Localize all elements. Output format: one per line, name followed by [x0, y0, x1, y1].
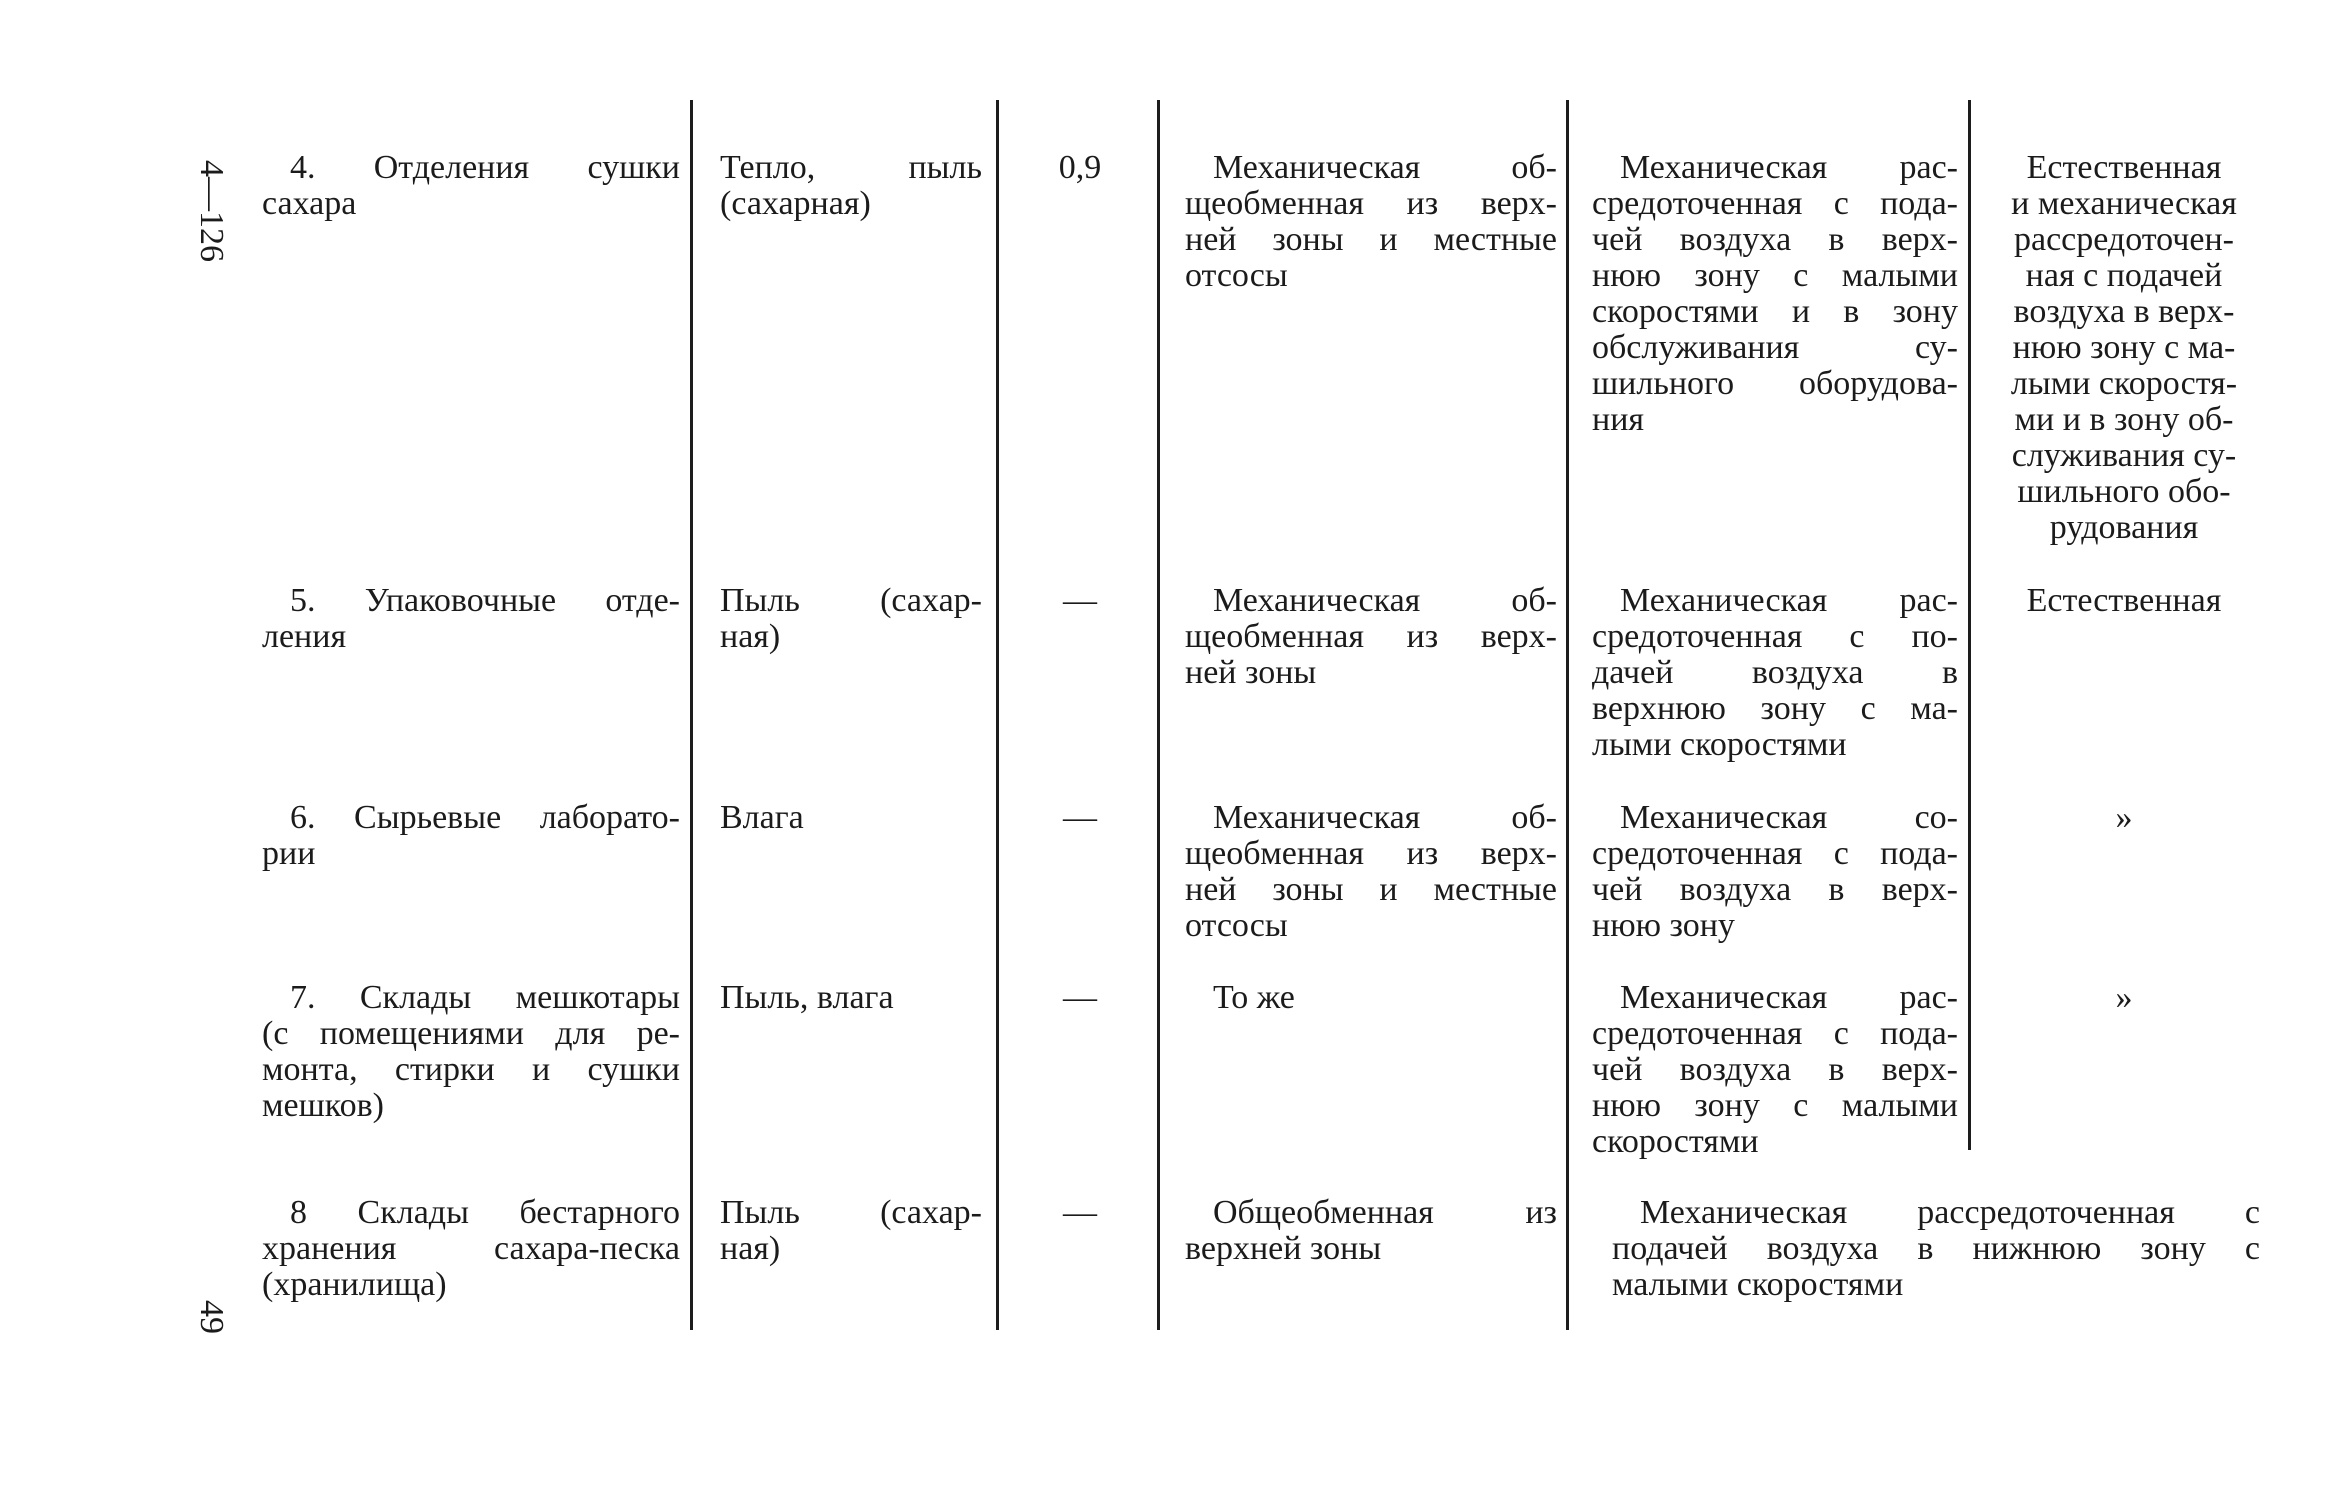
cell-line: (с помещениями для ре- [262, 1015, 680, 1052]
cell-line: верхней зоны [1185, 1230, 1382, 1267]
cell-line: Влага [720, 799, 804, 836]
cell-text: — [1063, 1194, 1097, 1231]
cell-line: Механическая со- [1620, 799, 1958, 836]
cell-line: воздуха в верх- [2013, 293, 2235, 330]
cell-line: щеобменная из верх- [1185, 185, 1557, 222]
column-rule-1 [690, 100, 693, 1330]
row-4-name [262, 150, 680, 222]
cell-line: рии [262, 835, 316, 872]
cell-line: шильного оборудова- [1592, 365, 1958, 402]
cell-line: чей воздуха в верх- [1592, 221, 1958, 258]
cell-line: 8 Склады бестарного [290, 1194, 680, 1231]
cell-line: ления [262, 618, 347, 655]
cell-line: Механическая рас- [1620, 582, 1958, 619]
cell-line: То же [1213, 979, 1295, 1016]
cell-line: ная с подачей [2025, 257, 2223, 294]
row-5-name [262, 583, 680, 655]
cell-line: и механическая [2011, 185, 2237, 222]
cell-line: лыми скоростя- [2010, 365, 2238, 402]
cell-line: ная) [720, 618, 781, 655]
row-5-col5 [1592, 583, 1958, 763]
row-4-coef [1020, 150, 1140, 186]
cell-line: обслуживания су- [1592, 329, 1958, 366]
cell-line: ная) [720, 1230, 781, 1267]
row-8-harmful [720, 1195, 982, 1267]
row-5-coef [1020, 583, 1140, 619]
cell-line: ней зоны [1185, 654, 1317, 691]
cell-line: мешков) [262, 1087, 384, 1124]
cell-line: Естественная [2026, 149, 2222, 186]
row-5-col4 [1185, 583, 1557, 691]
row-7-col6 [1988, 980, 2260, 1016]
cell-line: Механическая рас- [1620, 979, 1958, 1016]
cell-line: сахара [262, 185, 357, 222]
cell-line: » [2115, 979, 2133, 1016]
row-6-name [262, 800, 680, 872]
cell-text: — [1063, 582, 1097, 619]
cell-line: Механическая рас- [1620, 149, 1958, 186]
row-7-col4 [1185, 980, 1557, 1016]
page-number: 49 [193, 1300, 230, 1334]
row-6-col5 [1592, 800, 1958, 944]
cell-line: средоточенная с пода- [1592, 185, 1958, 222]
cell-line: щеобменная из верх- [1185, 618, 1557, 655]
cell-line: подачей воздуха в нижнюю зону с [1612, 1230, 2260, 1267]
cell-text: 0,9 [1058, 149, 1102, 186]
row-6-harmful [720, 800, 982, 836]
cell-line: нюю зону [1592, 907, 1735, 944]
row-6-col6 [1988, 800, 2260, 836]
cell-line: Естественная [2026, 582, 2222, 619]
cell-line: Механическая об- [1213, 149, 1557, 186]
row-4-col4 [1185, 150, 1557, 294]
cell-line: рудования [2049, 509, 2199, 546]
row-4-harmful [720, 150, 982, 222]
column-rule-5 [1968, 100, 1971, 1150]
row-6-col4 [1185, 800, 1557, 944]
cell-line: средоточенная с пода- [1592, 835, 1958, 872]
cell-text: — [1063, 979, 1097, 1016]
cell-line: нюю зону с ма- [2012, 329, 2236, 366]
row-8-coef [1020, 1195, 1140, 1231]
cell-line: монта, стирки и сушки [262, 1051, 680, 1088]
cell-line: Тепло, пыль [720, 149, 982, 186]
cell-line: верхнюю зону с ма- [1592, 690, 1958, 727]
cell-line: чей воздуха в верх- [1592, 1051, 1958, 1088]
cell-line: ней зоны и местные [1185, 871, 1557, 908]
cell-line: Общеобменная из [1213, 1194, 1557, 1231]
row-4-col6 [1988, 150, 2260, 546]
row-7-name [262, 980, 680, 1124]
cell-line: (хранилища) [262, 1266, 447, 1303]
cell-line: скоростями [1592, 1123, 1759, 1160]
margin-code: 4—126 [193, 160, 230, 262]
row-8-col56 [1612, 1195, 2260, 1303]
column-rule-2 [996, 100, 999, 1330]
cell-text: — [1063, 799, 1097, 836]
cell-line: Механическая рассредоточенная с [1640, 1194, 2260, 1231]
cell-line: служивания су- [2011, 437, 2237, 474]
cell-line: средоточенная с по- [1592, 618, 1958, 655]
cell-line: » [2115, 799, 2133, 836]
row-8-name [262, 1195, 680, 1303]
cell-line: 6. Сырьевые лаборато- [290, 799, 680, 836]
cell-line: 5. Упаковочные отде- [290, 582, 680, 619]
row-6-coef [1020, 800, 1140, 836]
cell-line: скоростями и в зону [1592, 293, 1958, 330]
row-7-coef [1020, 980, 1140, 1016]
cell-line: отсосы [1185, 257, 1288, 294]
cell-line: рассредоточен- [2013, 221, 2234, 258]
cell-line: нюю зону с малыми [1592, 1087, 1958, 1124]
row-7-harmful [720, 980, 982, 1016]
row-4-col5 [1592, 150, 1958, 438]
cell-line: отсосы [1185, 907, 1288, 944]
cell-line: щеобменная из верх- [1185, 835, 1557, 872]
row-5-col6 [1988, 583, 2260, 619]
cell-line: ния [1592, 401, 1645, 438]
cell-line: Пыль (сахар- [720, 582, 982, 619]
column-rule-4 [1566, 100, 1569, 1330]
column-rule-3 [1157, 100, 1160, 1330]
row-5-harmful [720, 583, 982, 655]
cell-line: дачей воздуха в [1592, 654, 1958, 691]
cell-line: 4. Отделения сушки [290, 149, 680, 186]
cell-line: хранения сахара-песка [262, 1230, 680, 1267]
cell-line: (сахарная) [720, 185, 871, 222]
cell-line: ней зоны и местные [1185, 221, 1557, 258]
cell-line: Механическая об- [1213, 582, 1557, 619]
cell-line: малыми скоростями [1612, 1266, 1904, 1303]
cell-line: 7. Склады мешкотары [290, 979, 680, 1016]
cell-line: Пыль (сахар- [720, 1194, 982, 1231]
cell-line: Пыль, влага [720, 979, 894, 1016]
cell-line: Механическая об- [1213, 799, 1557, 836]
cell-line: нюю зону с малыми [1592, 257, 1958, 294]
row-7-col5 [1592, 980, 1958, 1160]
cell-line: средоточенная с пода- [1592, 1015, 1958, 1052]
cell-line: шильного обо- [2017, 473, 2231, 510]
cell-line: лыми скоростями [1592, 726, 1847, 763]
cell-line: ми и в зону об- [2014, 401, 2234, 438]
cell-line: чей воздуха в верх- [1592, 871, 1958, 908]
row-8-col4 [1185, 1195, 1557, 1267]
